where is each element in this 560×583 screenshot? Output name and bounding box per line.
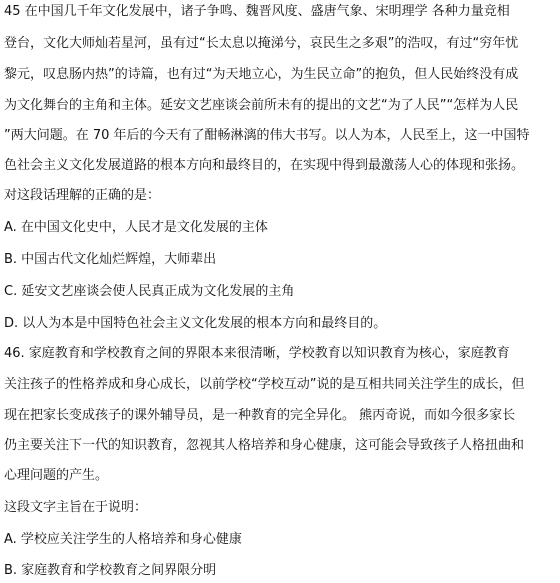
q46-passage-line-2: 关注孩子的性格养成和身心成长，以前学校“学校互动”说的是互相共同关注学生的成长，但 — [4, 377, 525, 392]
q45-option-b: B. 中国古代文化灿烂辉煌，大师辈出 — [4, 252, 217, 267]
q45-passage-line-3: 黎元，叹息肠内热”的诗篇，也有过“为天地立心，为生民立命”的抱负，但人民始终没有成 — [4, 67, 519, 82]
q46-passage-line-5: 心理问题的产生。 — [4, 468, 109, 483]
q46-option-b: B. 家庭教育和学校教育之间界限分明 — [4, 563, 217, 578]
q46-passage-line-1: 46. 家庭教育和学校教育之间的界限本来很清晰，学校教育以知识教育为核心，家庭教育 — [4, 346, 510, 361]
q45-passage-line-5: ”两大问题。在 70 年后的今天有了酣畅淋漓的伟大书写。以人为本，人民至上，这一中国特 — [4, 128, 530, 143]
q46-option-a: A. 学校应关注学生的人格培养和身心健康 — [4, 532, 242, 547]
q45-passage-line-1: 45 在中国几千年文化发展中，诸子争鸣、魏晋风度、盛唐气象、宋明理学 各种力量竞相 — [4, 4, 510, 19]
q46-question-prompt: 这段文字主旨在于说明： — [4, 500, 148, 515]
q45-question-prompt: 对这段话理解的正确的是： — [4, 188, 161, 203]
q45-passage-line-6: 色社会主义文化发展道路的根本方向和最终目的，在实现中得到最激荡人心的体现和张扬。 — [4, 158, 525, 173]
q45-passage-line-2: 登台，文化大师灿若星河，虽有过“长太息以掩涕兮，哀民生之多艰”的浩叹，有过“穷年忧 — [4, 36, 519, 51]
q45-passage-line-4: 为文化舞台的主角和主体。延安文艺座谈会前所未有的提出的文艺“为了人民”“怎样为人民 — [4, 98, 519, 113]
q45-option-a: A. 在中国文化史中，人民才是文化发展的主体 — [4, 220, 268, 235]
q46-passage-line-3: 现在把家长变成孩子的课外辅导员，是一种教育的完全异化。 熊丙奇说，而如今很多家长 — [4, 408, 516, 423]
q46-passage-line-4: 仍主要关注下一代的知识教育，忽视其人格培养和身心健康，这可能会导致孩子人格扭曲和 — [4, 438, 525, 453]
q45-option-c: C. 延安文艺座谈会使人民真正成为文化发展的主角 — [4, 284, 295, 299]
q45-option-d: D. 以人为本是中国特色社会主义文化发展的根本方向和最终目的。 — [4, 316, 387, 331]
